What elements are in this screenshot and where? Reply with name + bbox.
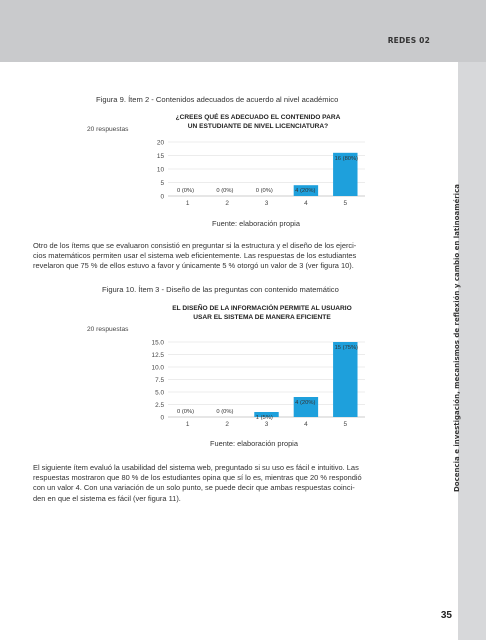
paragraph-1 <box>33 241 433 272</box>
x-tick-label: 2 <box>225 200 229 207</box>
y-tick-label: 20 <box>156 139 164 147</box>
x-tick-label: 1 <box>185 421 190 428</box>
data-label: 4 (20%) <box>295 400 316 406</box>
paragraph-2-line: con un valor 4. Con una variación de un solo punto, se puede decir que ambas respuestas coinci- <box>33 483 355 493</box>
y-tick-label: 15.0 <box>151 339 164 347</box>
paragraph-2-line: respuestas mostraron que 80 % de los estudiantes opina que sí lo es, mientras que 20 % respondió <box>33 473 362 483</box>
y-tick-label: 5 <box>160 179 164 187</box>
x-tick-label: 3 <box>264 200 269 207</box>
top-header-band <box>0 0 486 62</box>
data-label: 0 (0%) <box>255 188 273 194</box>
paragraph-1-line: revelaron que 75 % de ellos estuvo a favor y únicamente 5 % otorgó un valor de 3 (ver figura 10). <box>33 261 354 271</box>
data-label: 0 (0%) <box>176 188 195 194</box>
y-tick-label: 0 <box>160 414 164 422</box>
paragraph-2-line: den en que el sistema es fácil (ver figura 11). <box>33 493 181 503</box>
figure-9-title-line-2: UN ESTUDIANTE DE NIVEL LICENCIATURA? <box>187 123 329 130</box>
y-tick-label: 5.0 <box>155 389 164 397</box>
sidebar-title: Docencia e investigación, mecanismos de reflexión y cambio en latinoamérica <box>453 184 461 492</box>
paragraph-2 <box>33 463 433 504</box>
data-label: 1 (5%) <box>255 415 273 421</box>
x-tick-label: 5 <box>343 421 348 428</box>
figure-9-title-line-1: ¿CREES QUÉ ES ADECUADO EL CONTENIDO PARA <box>175 114 341 121</box>
x-tick-label: 5 <box>343 200 348 207</box>
figure-10-bar-chart <box>145 337 370 437</box>
data-label: 16 (80%) <box>334 155 359 162</box>
x-tick-label: 1 <box>185 200 190 207</box>
data-label: 0 (0%) <box>216 188 234 194</box>
paragraph-1-line: Otro de los ítems que se evaluaron consistió en preguntar si la estructura y el diseño de los ejerci- <box>33 241 357 250</box>
x-tick-label: 4 <box>304 421 308 428</box>
data-label: 4 (20%) <box>295 188 316 195</box>
figure-10-chart-title <box>162 304 362 322</box>
figure-10-source: Fuente: elaboración propia <box>210 439 298 448</box>
figure-10-title-line-1: EL DISEÑO DE LA INFORMACIÓN PERMITE AL USUARIO <box>172 305 352 312</box>
y-tick-label: 7.5 <box>155 376 164 384</box>
bar <box>333 342 357 417</box>
page-number: 35 <box>440 610 452 621</box>
figure-9-caption: Figura 9. Ítem 2 - Contenidos adecuados de acuerdo al nivel académico <box>96 95 339 104</box>
x-tick-label: 3 <box>264 421 269 428</box>
figure-10-caption: Figura 10. Ítem 3 - Diseño de las preguntas con contenido matemático <box>102 285 339 294</box>
paragraph-2-line: El siguiente ítem evaluó la usabilidad del sistema web, preguntado si su uso es fácil e intuitivo. Las <box>33 463 359 472</box>
figure-9-source: Fuente: elaboración propia <box>212 219 300 228</box>
data-label: 15 (75%) <box>334 345 359 351</box>
y-tick-label: 12.5 <box>151 351 164 359</box>
y-tick-label: 10.0 <box>151 364 164 372</box>
data-label: 0 (0%) <box>216 409 234 415</box>
figure-9-chart-title <box>168 113 348 131</box>
y-tick-label: 0 <box>160 193 164 201</box>
y-tick-label: 2.5 <box>155 401 164 409</box>
side-band <box>458 62 486 640</box>
y-tick-label: 15 <box>156 152 164 160</box>
x-tick-label: 4 <box>304 200 308 207</box>
figure-10-responses: 20 respuestas <box>87 326 129 333</box>
data-label: 0 (0%) <box>176 409 195 415</box>
x-tick-label: 2 <box>225 421 229 428</box>
figure-10-title-line-2: USAR EL SISTEMA DE MANERA EFICIENTE <box>193 314 331 321</box>
y-tick-label: 10 <box>156 166 164 174</box>
paragraph-1-line: cios matemáticos permiten usar el sistema web eficientemente. Las respuestas de los estudiantes <box>33 251 357 261</box>
figure-9-responses: 20 respuestas <box>87 126 129 133</box>
running-header: REDES 02 <box>387 36 430 45</box>
figure-9-bar-chart <box>150 138 370 218</box>
